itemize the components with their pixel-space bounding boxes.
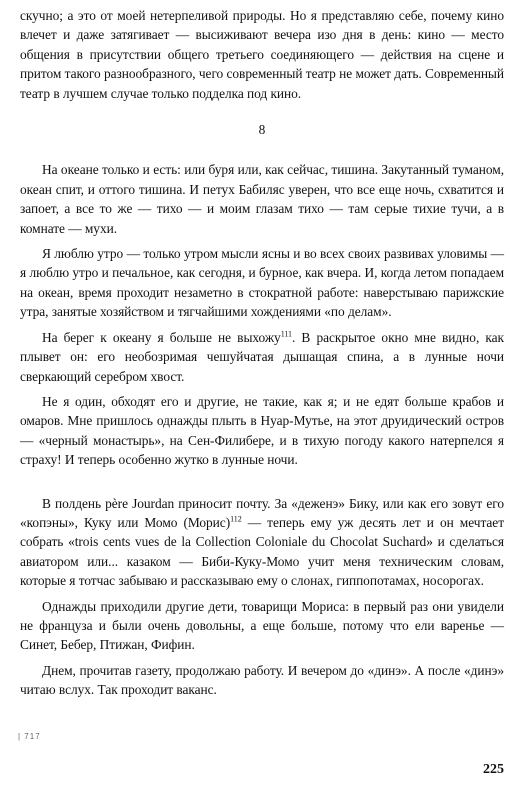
paragraph-not-alone: Не я один, обходят его и другие, не такие, как я; и не едят больше крабов и омаров. Мне пришлось однажды плыть в Нуар-Мутье, на этот друидический остров — «черный монастырь», на Сен-Филибере, и в тихую погоду какого натерпелся я страху! И теперь особенно жутко в лунные ночи. [20, 393, 504, 468]
footnote-marker-111: 111 [280, 329, 292, 339]
paragraph-shore-text-a: На берег к океану я больше не выхожу [42, 329, 281, 345]
paragraph-shore-text-b: . В раскрытое окно мне видно, как плывет он: его необозримая чешуйчатая дышащая спина, а в лунные ночи сверкающий серебром хвост. [20, 329, 504, 384]
page-number: 225 [483, 762, 504, 777]
paragraph-shore [20, 328, 504, 386]
paragraph-noon-mail-text-a: В полдень père Jourdan приносит почту. За «деженэ» Бику, или как его зовут его «копэны», Куку или Момо (Морис) [20, 495, 504, 530]
paragraph-evening: Днем, прочитав газету, продолжаю работу. И вечером до «динэ». А после «динэ» читаю вслух. Так проходит ваканс. [20, 662, 504, 698]
paragraph-children: Однажды приходили другие дети, товарищи Мориса: в первый раз они увидели не француза и были очень довольны, а еще больше, потому что ели варенье — Синет, Бебер, Птижан, Фифин. [20, 598, 504, 653]
page-body [20, 6, 504, 700]
paragraph-ocean: На океане только и есть: или буря или, как сейчас, тишина. Закутанный туманом, океан спит, и оттого тишина. И петух Бабиляс уверен, что все еще ночь, схватится и запоет, а все то же — тихо — и моим глазам тихо — там серые тихие тучи, а в комнате — мухи. [20, 162, 504, 236]
print-mark: | 717 [18, 732, 41, 741]
paragraph-noon-mail-text-b: — теперь ему уж десять лет и он мечтает собрать «trois cents vues de la Collection Coloniale du Chocolat Suchard» и сделаться авиатором или... казаком — Биби-Куку-Момо учит меня техническим словам, которые я тотчас забываю и рассказываю ему о слонах, гиппопотамах, носорогах. [20, 514, 504, 589]
paragraph-noon-mail [20, 494, 504, 591]
chapter-number: 8 [258, 122, 266, 138]
paragraph-morning: Я люблю утро — только утром мысли ясны и во всех своих развивах уловимы — я люблю утро и печальное, как сегодня, и бурное, как вчера. И, когда летом попадаем на океан, время проходит незаметно в стократной работе: наверстываю парижские утра, занятые хозяйством и тягчайшими хождениями «по делам». [20, 246, 504, 320]
paragraph-continuation: скучно; а это от моей нетерпеливой природы. Но я представляю себе, почему кино влечет и даже затягивает — высиживают вечера изо дня в день: кино — место общения в присутствии общего третьего соединяющего — действия на сцене и притом такого разнообразного, чего современный театр не может дать. Современный театр в лучшем случае только подделка под кино. [20, 8, 504, 101]
section-break [20, 470, 504, 494]
footnote-marker-112: 112 [230, 514, 242, 524]
